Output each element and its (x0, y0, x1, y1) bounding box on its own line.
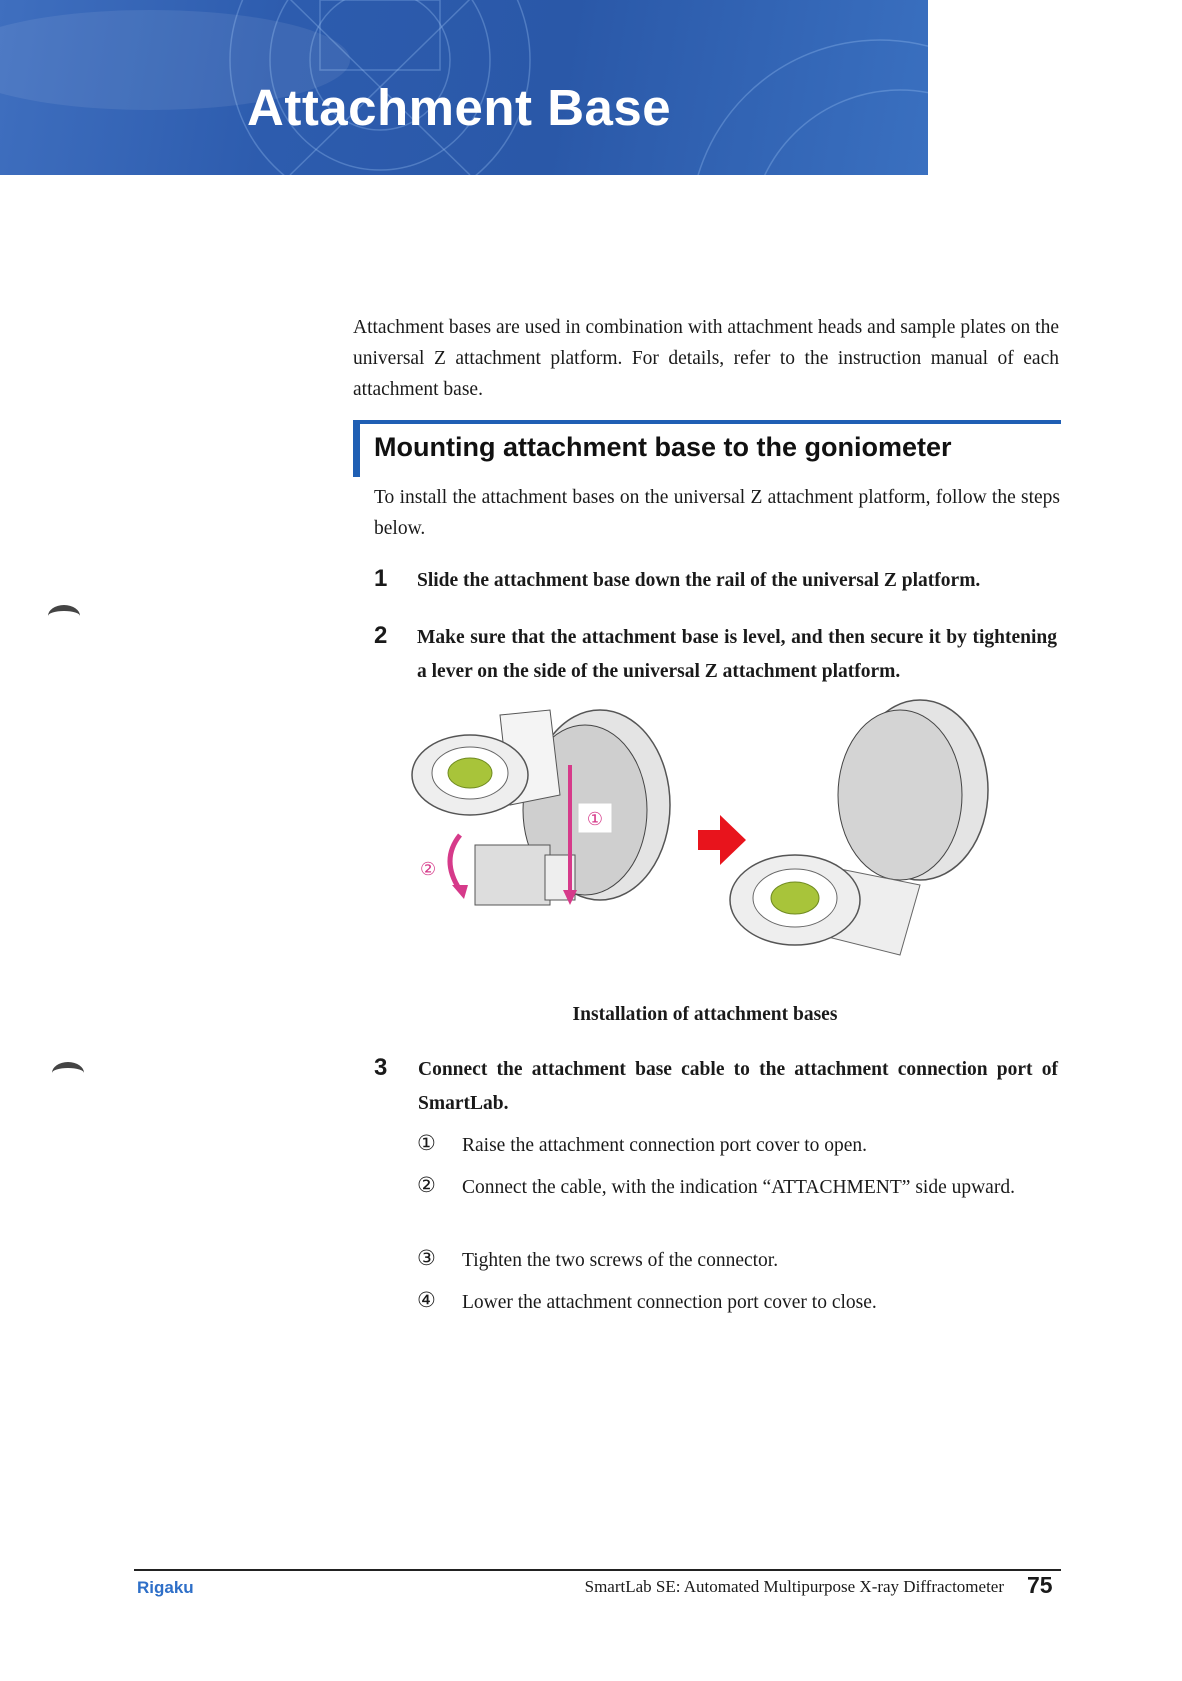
step-text: Make sure that the attachment base is level, and then secure it by tightening a lever on the side of the universal Z attachment platform. (417, 627, 1057, 682)
substep-marker: ① (417, 1131, 436, 1155)
substep-marker: ② (417, 1173, 436, 1197)
figure-label-2: ② (420, 859, 437, 880)
substep-marker: ③ (417, 1246, 436, 1270)
step-number: 1 (374, 565, 388, 592)
chapter-banner (0, 0, 928, 175)
substep-text: Connect the cable, with the indication “ATTACHMENT” side upward. (462, 1177, 1015, 1198)
substep-marker: ④ (417, 1288, 436, 1312)
binder-hole-mark (48, 605, 80, 627)
binder-hole-mark (52, 1062, 84, 1084)
substep-text: Lower the attachment connection port cover to close. (462, 1292, 877, 1313)
section-accent-bar (353, 420, 360, 477)
installation-figure (400, 695, 1020, 980)
step-number: 2 (374, 622, 388, 649)
section-heading: Mounting attachment base to the goniometer (374, 432, 952, 462)
step-number: 3 (374, 1054, 388, 1081)
footer-rule (134, 1569, 1061, 1571)
goniometer-before (412, 710, 670, 905)
page-number: 75 (1027, 1572, 1053, 1598)
chapter-title: Attachment Base (247, 79, 672, 136)
intro-paragraph: Attachment bases are used in combination with attachment heads and sample plates on the universal Z attachment platform. For details, refer to the instruction manual of each attachment base. (353, 317, 1059, 400)
step-text: Slide the attachment base down the rail of the universal Z platform. (417, 570, 981, 591)
rigaku-logo: Rigaku (137, 1578, 194, 1597)
transition-arrow-icon (698, 815, 746, 865)
step-text: Connect the attachment base cable to the attachment connection port of SmartLab. (418, 1059, 1058, 1114)
footer-doc-title: SmartLab SE: Automated Multipurpose X-ray Diffractometer (584, 1577, 1004, 1596)
section-lead: To install the attachment bases on the universal Z attachment platform, follow the steps below. (374, 487, 1060, 539)
goniometer-after (730, 700, 988, 955)
rotate-arrow (450, 835, 460, 890)
substep-text: Raise the attachment connection port cover to open. (462, 1135, 868, 1156)
figure-caption: Installation of attachment bases (572, 1004, 838, 1025)
substep-text: Tighten the two screws of the connector. (462, 1250, 779, 1271)
section-rule (353, 420, 1061, 424)
figure-label-1: ① (586, 809, 604, 830)
